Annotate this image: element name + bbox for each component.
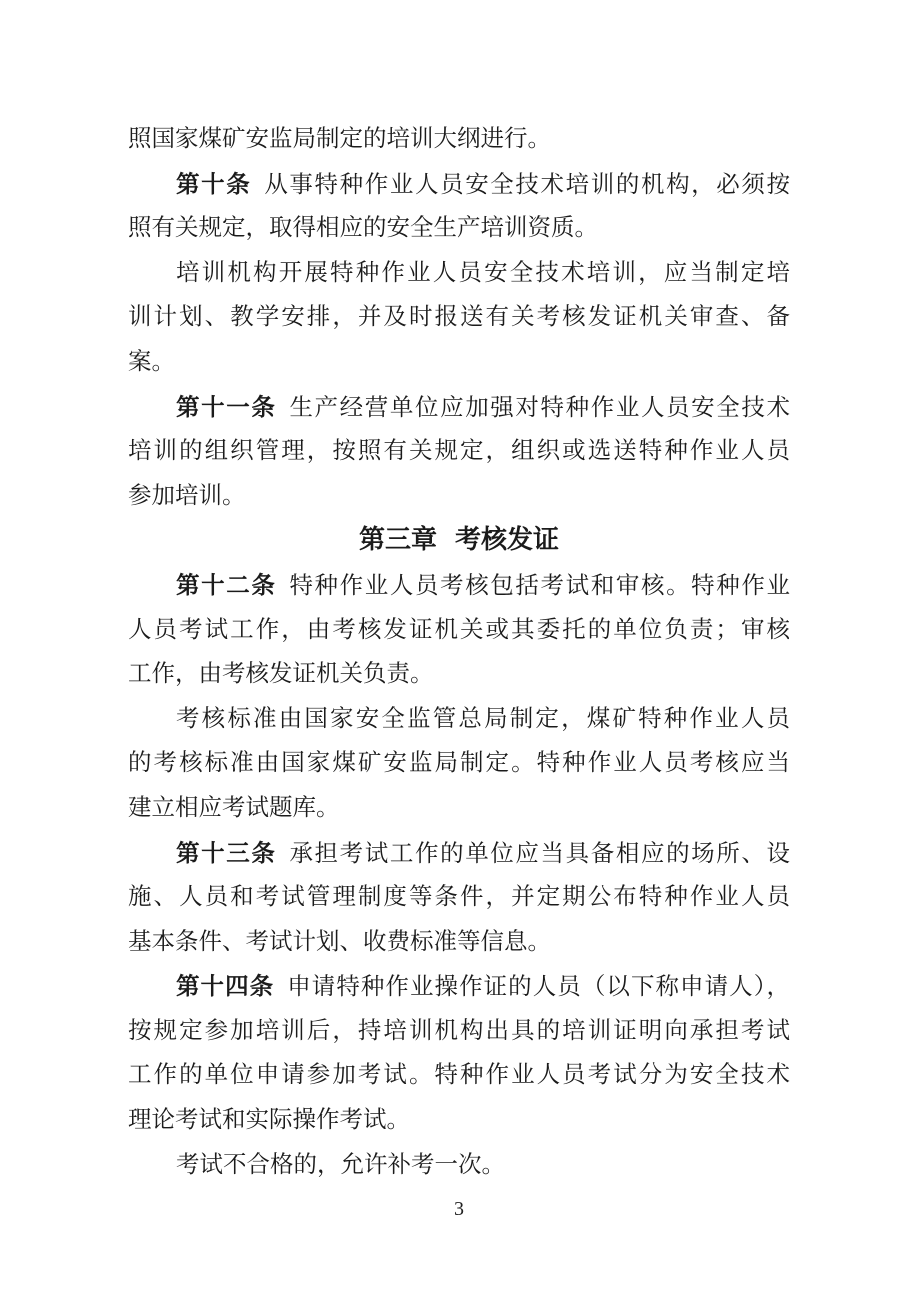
text-line (128, 964, 790, 1009)
text-line (128, 429, 790, 474)
line-text: 照有关规定，取得相应的安全生产培训资质。 (128, 215, 598, 242)
article-number: 第十二条 (176, 570, 277, 599)
text-line (128, 340, 790, 385)
line-text: 建立相应考试题库。 (128, 794, 340, 821)
text-line (128, 741, 790, 786)
text-line (128, 1098, 790, 1143)
line-text: 生产经营单位应加强对特种作业人员安全技术 (289, 394, 790, 421)
line-text: 培训的组织管理，按照有关规定，组织或选送特种作业人员 (128, 438, 790, 465)
text-line (128, 385, 790, 430)
line-text: 承担考试工作的单位应当具备相应的场所、设 (289, 840, 790, 867)
text-line (128, 251, 790, 296)
text-line (128, 563, 790, 608)
line-text: 施、人员和考试管理制度等条件，并定期公布特种作业人员 (128, 884, 790, 911)
line-text: 照国家煤矿安监局制定的培训大纲进行。 (128, 126, 551, 152)
text-line (128, 1053, 790, 1098)
text-line (128, 831, 790, 876)
line-text: 申请特种作业操作证的人员（以下称申请人）， (287, 974, 790, 1001)
text-line (128, 786, 790, 831)
text-line (128, 295, 790, 340)
article-number: 第十一条 (176, 392, 277, 421)
article-number: 第十四条 (176, 972, 275, 1001)
text-line (128, 697, 790, 742)
line-text: 案。 (128, 348, 175, 375)
line-text: 培训机构开展特种作业人员安全技术培训，应当制定培 (176, 259, 790, 286)
line-text: 工作，由考核发证机关负责。 (128, 661, 434, 688)
line-text: 考试不合格的，允许补考一次。 (176, 1151, 505, 1178)
line-text: 训计划、教学安排，并及时报送有关考核发证机关审查、备 (128, 304, 790, 331)
document-body (128, 117, 790, 1187)
text-line (128, 117, 790, 162)
line-text: 理论考试和实际操作考试。 (128, 1107, 410, 1134)
line-text: 特种作业人员考核包括考试和审核。特种作业 (289, 572, 790, 599)
text-line (128, 652, 790, 697)
line-text: 的考核标准由国家煤矿安监局制定。特种作业人员考核应当 (128, 750, 790, 777)
line-text: 从事特种作业人员安全技术培训的机构，必须按 (264, 171, 790, 198)
line-text: 人员考试工作，由考核发证机关或其委托的单位负责；审核 (128, 616, 790, 643)
text-line (128, 1009, 790, 1054)
text-line (128, 1143, 790, 1188)
article-number: 第十三条 (176, 838, 277, 867)
line-text: 基本条件、考试计划、收费标准等信息。 (128, 928, 551, 955)
article-number: 第十条 (176, 169, 252, 198)
text-line (128, 162, 790, 207)
line-text: 参加培训。 (128, 482, 246, 509)
line-text: 按规定参加培训后，持培训机构出具的培训证明向承担考试 (128, 1017, 790, 1044)
line-text: 考核标准由国家安全监管总局制定，煤矿特种作业人员 (176, 705, 790, 732)
text-line (128, 875, 790, 920)
text-line (128, 608, 790, 653)
text-line (128, 474, 790, 519)
text-line (128, 206, 790, 251)
page-number: 3 (454, 1198, 464, 1220)
chapter-heading-text: 第三章 考核发证 (358, 525, 560, 556)
line-text: 工作的单位申请参加考试。特种作业人员考试分为安全技术 (128, 1062, 790, 1089)
text-line (128, 920, 790, 965)
chapter-heading (128, 518, 790, 563)
